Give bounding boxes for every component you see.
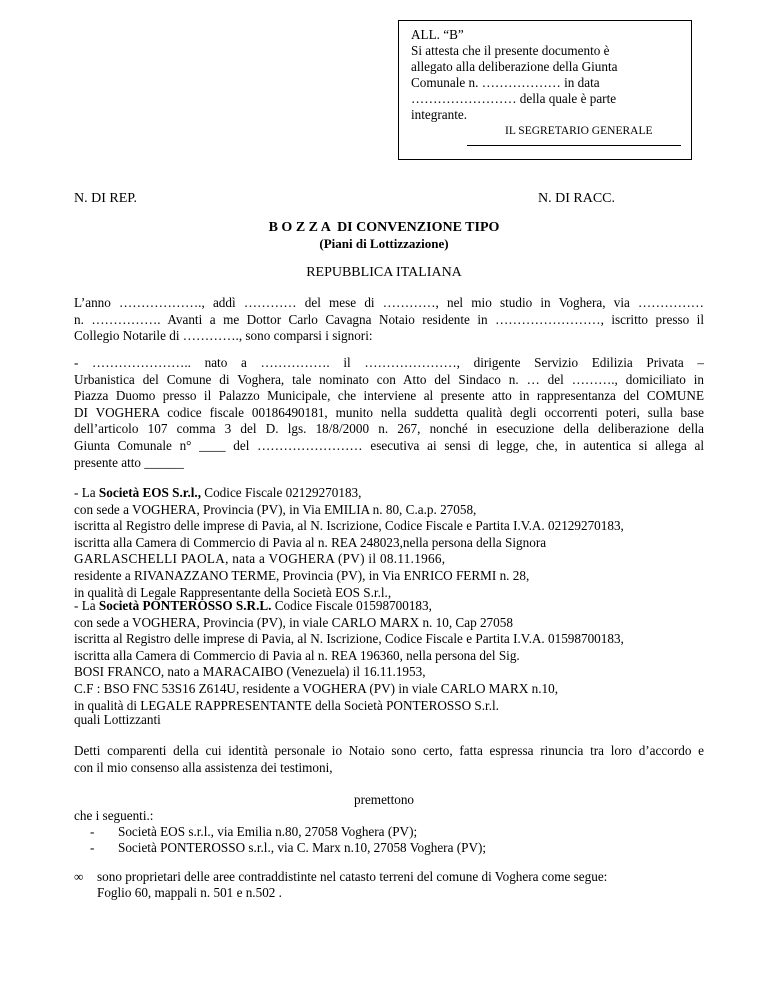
text-line: iscritta al Registro delle imprese di Pavia, al N. Iscrizione, Codice Fiscale e Partita I.V.A. 01598700183, — [74, 631, 624, 647]
text-line: Collegio Notarile di …………., sono comparsi i signori: — [74, 328, 373, 344]
text-line: DI VOGHERA codice fiscale 00186490181, munito nella suddetta qualità degli occorrenti poteri, sulla base — [74, 404, 704, 420]
allegato-line: Comunale n. ……………… in data — [411, 75, 600, 90]
text-line: dell’articolo 107 comma 3 del D. lgs. 18/8/2000 n. 267, nonché in esecuzione della deliberazione della — [74, 421, 704, 437]
text-line: iscritta alla Camera di Commercio di Pavia al n. REA 196360, nella persona del Sig. — [74, 647, 520, 663]
party-fiscal-code: Codice Fiscale 01598700183, — [271, 598, 432, 613]
allegato-line: …………………… della quale è parte — [411, 91, 617, 106]
party-prefix: - La — [74, 598, 99, 613]
premettono-heading: premettono — [353, 792, 415, 807]
text-line: Giunta Comunale n° ____ del …………………… esecutiva ai sensi di legge, che, in autentica si allega al — [74, 437, 704, 453]
infinity-bullet: ∞ — [74, 869, 84, 884]
text-line: presente atto ______ — [74, 454, 184, 470]
company-name-eos: Società EOS S.r.l., — [98, 485, 201, 500]
text-line: Urbanistica del Comune di Voghera, tale nominato con Atto del Sindaco n. … del ………., domiciliato in — [74, 371, 704, 387]
list-marker: - — [90, 840, 95, 855]
company-name-ponterosso: Società PONTEROSSO S.R.L. — [98, 598, 272, 613]
text-line: Detti comparenti della cui identità personale io Notaio sono certo, fatta espressa rinuncia tra loro d’accordo e — [74, 743, 704, 758]
allegato-line: Si attesta che il presente documento è — [411, 43, 610, 58]
signature-line — [467, 145, 681, 146]
allegato-line: allegato alla deliberazione della Giunta — [411, 59, 618, 74]
text-line: con il mio consenso alla assistenza dei testimoni, — [74, 759, 333, 775]
proprietari-line: sono proprietari delle aree contraddistinte nel catasto terreni del comune di Voghera come segue: — [97, 869, 608, 884]
republic-heading: REPUBBLICA ITALIANA — [306, 265, 462, 280]
lottizzanti-line: quali Lottizzanti — [74, 712, 161, 727]
text-line: BOSI FRANCO, nato a MARACAIBO (Venezuela) il 16.11.1953, — [74, 664, 426, 680]
numero-repertorio: N. DI REP. — [74, 191, 138, 206]
text-line: L’anno ………………., addì ………… del mese di …………, nel mio studio in Voghera, via …………… — [74, 295, 704, 310]
allegato-line: integrante. — [411, 107, 468, 122]
text-line: - ………………….. nato a ……………. il …………………, dirigente Servizio Edilizia Privata – — [74, 355, 704, 370]
text-line: GARLASCHELLI PAOLA, nata a VOGHERA (PV) il 08.11.1966, — [74, 551, 446, 567]
text-line — [74, 598, 704, 615]
text-line: con sede a VOGHERA, Provincia (PV), in viale CARLO MARX n. 10, Cap 27058 — [74, 614, 513, 630]
list-marker: - — [90, 824, 95, 839]
text-line: C.F : BSO FNC 53S16 Z614U, residente a VOGHERA (PV) in viale CARLO MARX n.10, — [74, 680, 559, 696]
ponterosso-paragraph — [74, 598, 704, 714]
text-line: residente a RIVANAZZANO TERME, Provincia (PV), in Via ENRICO FERMI n. 28, — [74, 567, 530, 583]
dirigente-paragraph — [74, 355, 704, 471]
text-line: in qualità di LEGALE RAPPRESENTANTE della Società PONTEROSSO S.r.l. — [74, 697, 499, 713]
list-item: Società PONTEROSSO s.r.l., via C. Marx n.10, 27058 Voghera (PV); — [118, 840, 487, 855]
party-fiscal-code: Codice Fiscale 02129270183, — [201, 485, 362, 500]
document-subtitle: (Piani di Lottizzazione) — [319, 236, 449, 251]
text-line — [74, 485, 704, 502]
comparenti-paragraph — [74, 743, 704, 776]
numero-raccolta: N. DI RACC. — [538, 191, 616, 206]
text-line: Piazza Duomo presso il Palazzo Municipale, che interviene al presente atto in rappresentanza del COMUNE — [74, 388, 704, 404]
eos-paragraph — [74, 485, 704, 601]
foglio-line: Foglio 60, mappali n. 501 e n.502 . — [97, 885, 282, 900]
text-line: iscritta al Registro delle imprese di Pavia, al N. Iscrizione, Codice Fiscale e Partita I.V.A. 02129270183, — [74, 518, 624, 534]
allegato-box — [398, 20, 692, 160]
document-title: B O Z Z A DI CONVENZIONE TIPO — [268, 220, 500, 235]
allegato-line: ALL. “B” — [411, 27, 464, 42]
seguenti-line: che i seguenti.: — [74, 808, 154, 823]
segretario-title: IL SEGRETARIO GENERALE — [505, 125, 653, 137]
party-prefix: - La — [74, 485, 99, 500]
list-item: Società EOS s.r.l., via Emilia n.80, 27058 Voghera (PV); — [118, 824, 418, 839]
text-line: in qualità di Legale Rappresentante della Società EOS S.r.l., — [74, 584, 392, 600]
intro-paragraph — [74, 295, 704, 345]
text-line: n. ……………. Avanti a me Dottor Carlo Cavagna Notaio residente in ……………………, iscritto presso il — [74, 311, 704, 327]
text-line: iscritta alla Camera di Commercio di Pavia al n. REA 248023,nella persona della Signora — [74, 534, 547, 550]
text-line: con sede a VOGHERA, Provincia (PV), in Via EMILIA n. 80, C.a.p. 27058, — [74, 501, 477, 517]
